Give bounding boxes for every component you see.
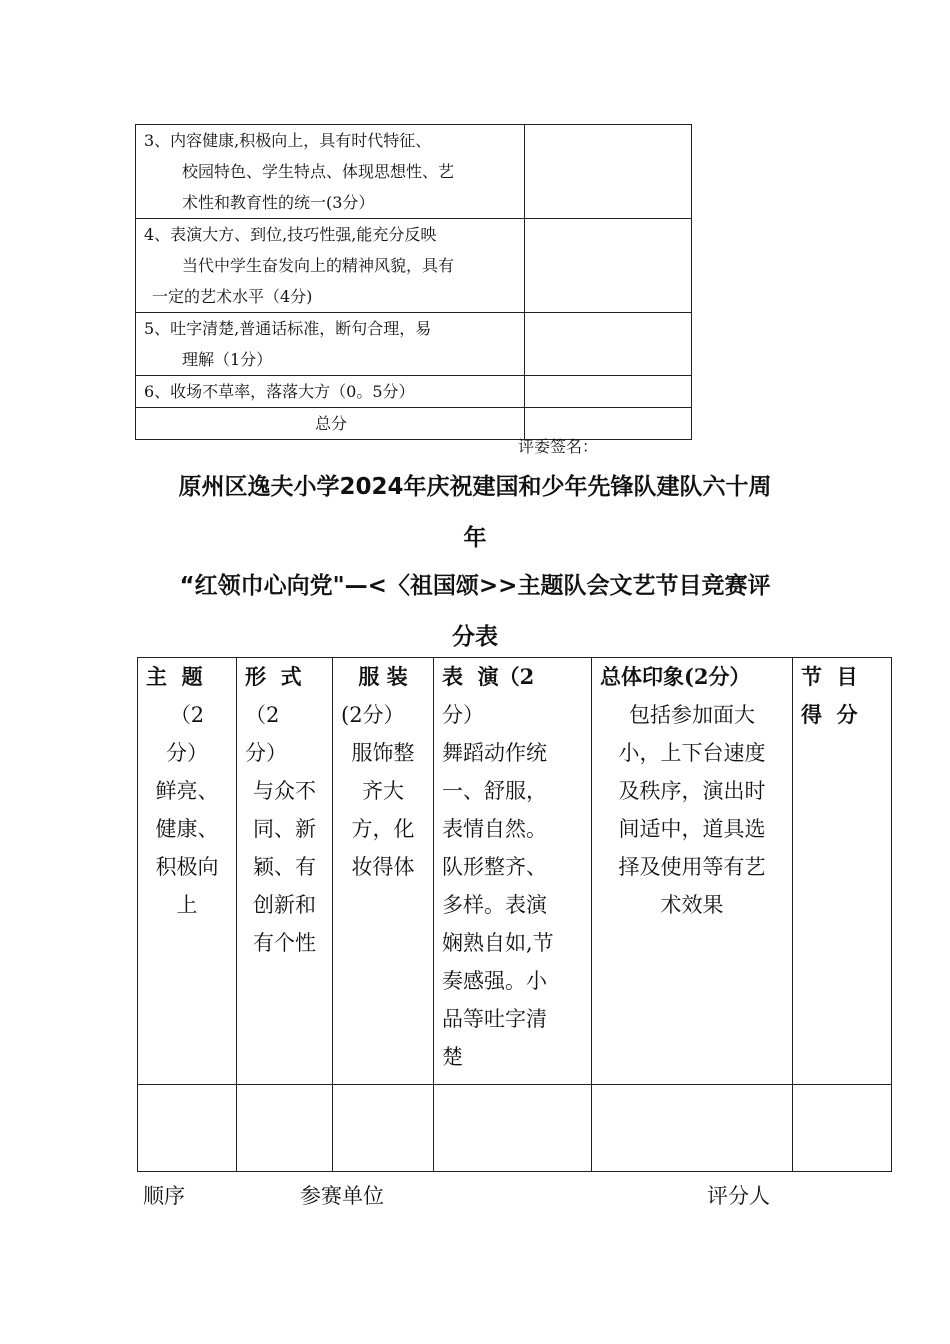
criteria-table <box>135 124 692 440</box>
criteria-cell: 4、表演大方、到位,技巧性强,能充分反映 当代中学生奋发向上的精神风貌，具有 一定的艺术水平（4分) <box>136 219 525 313</box>
page-title-line2: 年 <box>463 525 487 551</box>
overall-score-cell[interactable] <box>592 1085 793 1172</box>
theme-column: 主 题 （2 分） 鲜亮、 健康、 积极向 上 <box>138 658 237 1085</box>
score-cell[interactable] <box>525 376 692 408</box>
form-column: 形 式 （2 分） 与众不 同、新 颖、有 创新和 有个性 <box>237 658 333 1085</box>
table-row <box>138 1085 892 1172</box>
table-row <box>136 408 692 440</box>
score-table <box>137 657 892 1172</box>
overall-impression-column: 总体印象(2分） 包括参加面大 小，上下台速度 及秩序，演出时 间适中，道具选 择及使用等有艺 术效果 <box>592 658 793 1085</box>
table-row <box>136 219 692 313</box>
page-title-line3: “红领巾心向党"—<〈祖国颂>>主题队会文艺节目竞赛评 <box>179 573 771 599</box>
score-cell[interactable] <box>525 313 692 376</box>
score-cell[interactable] <box>525 219 692 313</box>
judge-signature-label: 评委签名： <box>518 437 599 456</box>
performance-score-cell[interactable] <box>434 1085 592 1172</box>
table-row <box>136 313 692 376</box>
criteria-cell: 5、吐字清楚,普通话标准，断句合理，易 理解（1分） <box>136 313 525 376</box>
scorer-label: 评分人 <box>707 1184 770 1208</box>
criteria-cell: 3、内容健康,积极向上，具有时代特征、 校园特色、学生特点、体现思想性、艺 术性和教育性的统一(3分） <box>136 125 525 219</box>
page-title-line4: 分表 <box>452 624 498 650</box>
table-header-row <box>138 658 892 1085</box>
total-label: 总分 <box>136 408 525 440</box>
table-row <box>136 376 692 408</box>
participating-unit-label: 参赛单位 <box>300 1184 384 1208</box>
program-score-column: 节 目 得 分 <box>793 658 892 1085</box>
form-score-cell[interactable] <box>237 1085 333 1172</box>
table-row <box>136 125 692 219</box>
performance-column: 表 演（2 分） 舞蹈动作统 一、舒服， 表情自然。 队形整齐、 多样。表演 娴熟自如,节 奏感强。小 品等吐字清 楚 <box>434 658 592 1085</box>
page-title-line1: 原州区逸夫小学2024年庆祝建国和少年先锋队建队六十周 <box>178 474 772 500</box>
costume-column: 服 装 (2分） 服饰整 齐大 方，化 妆得体 <box>333 658 434 1085</box>
score-cell[interactable] <box>525 125 692 219</box>
program-score-cell[interactable] <box>793 1085 892 1172</box>
criteria-cell: 6、收场不草率，落落大方（0。5分） <box>136 376 525 408</box>
theme-score-cell[interactable] <box>138 1085 237 1172</box>
order-label: 顺序 <box>143 1184 185 1208</box>
costume-score-cell[interactable] <box>333 1085 434 1172</box>
